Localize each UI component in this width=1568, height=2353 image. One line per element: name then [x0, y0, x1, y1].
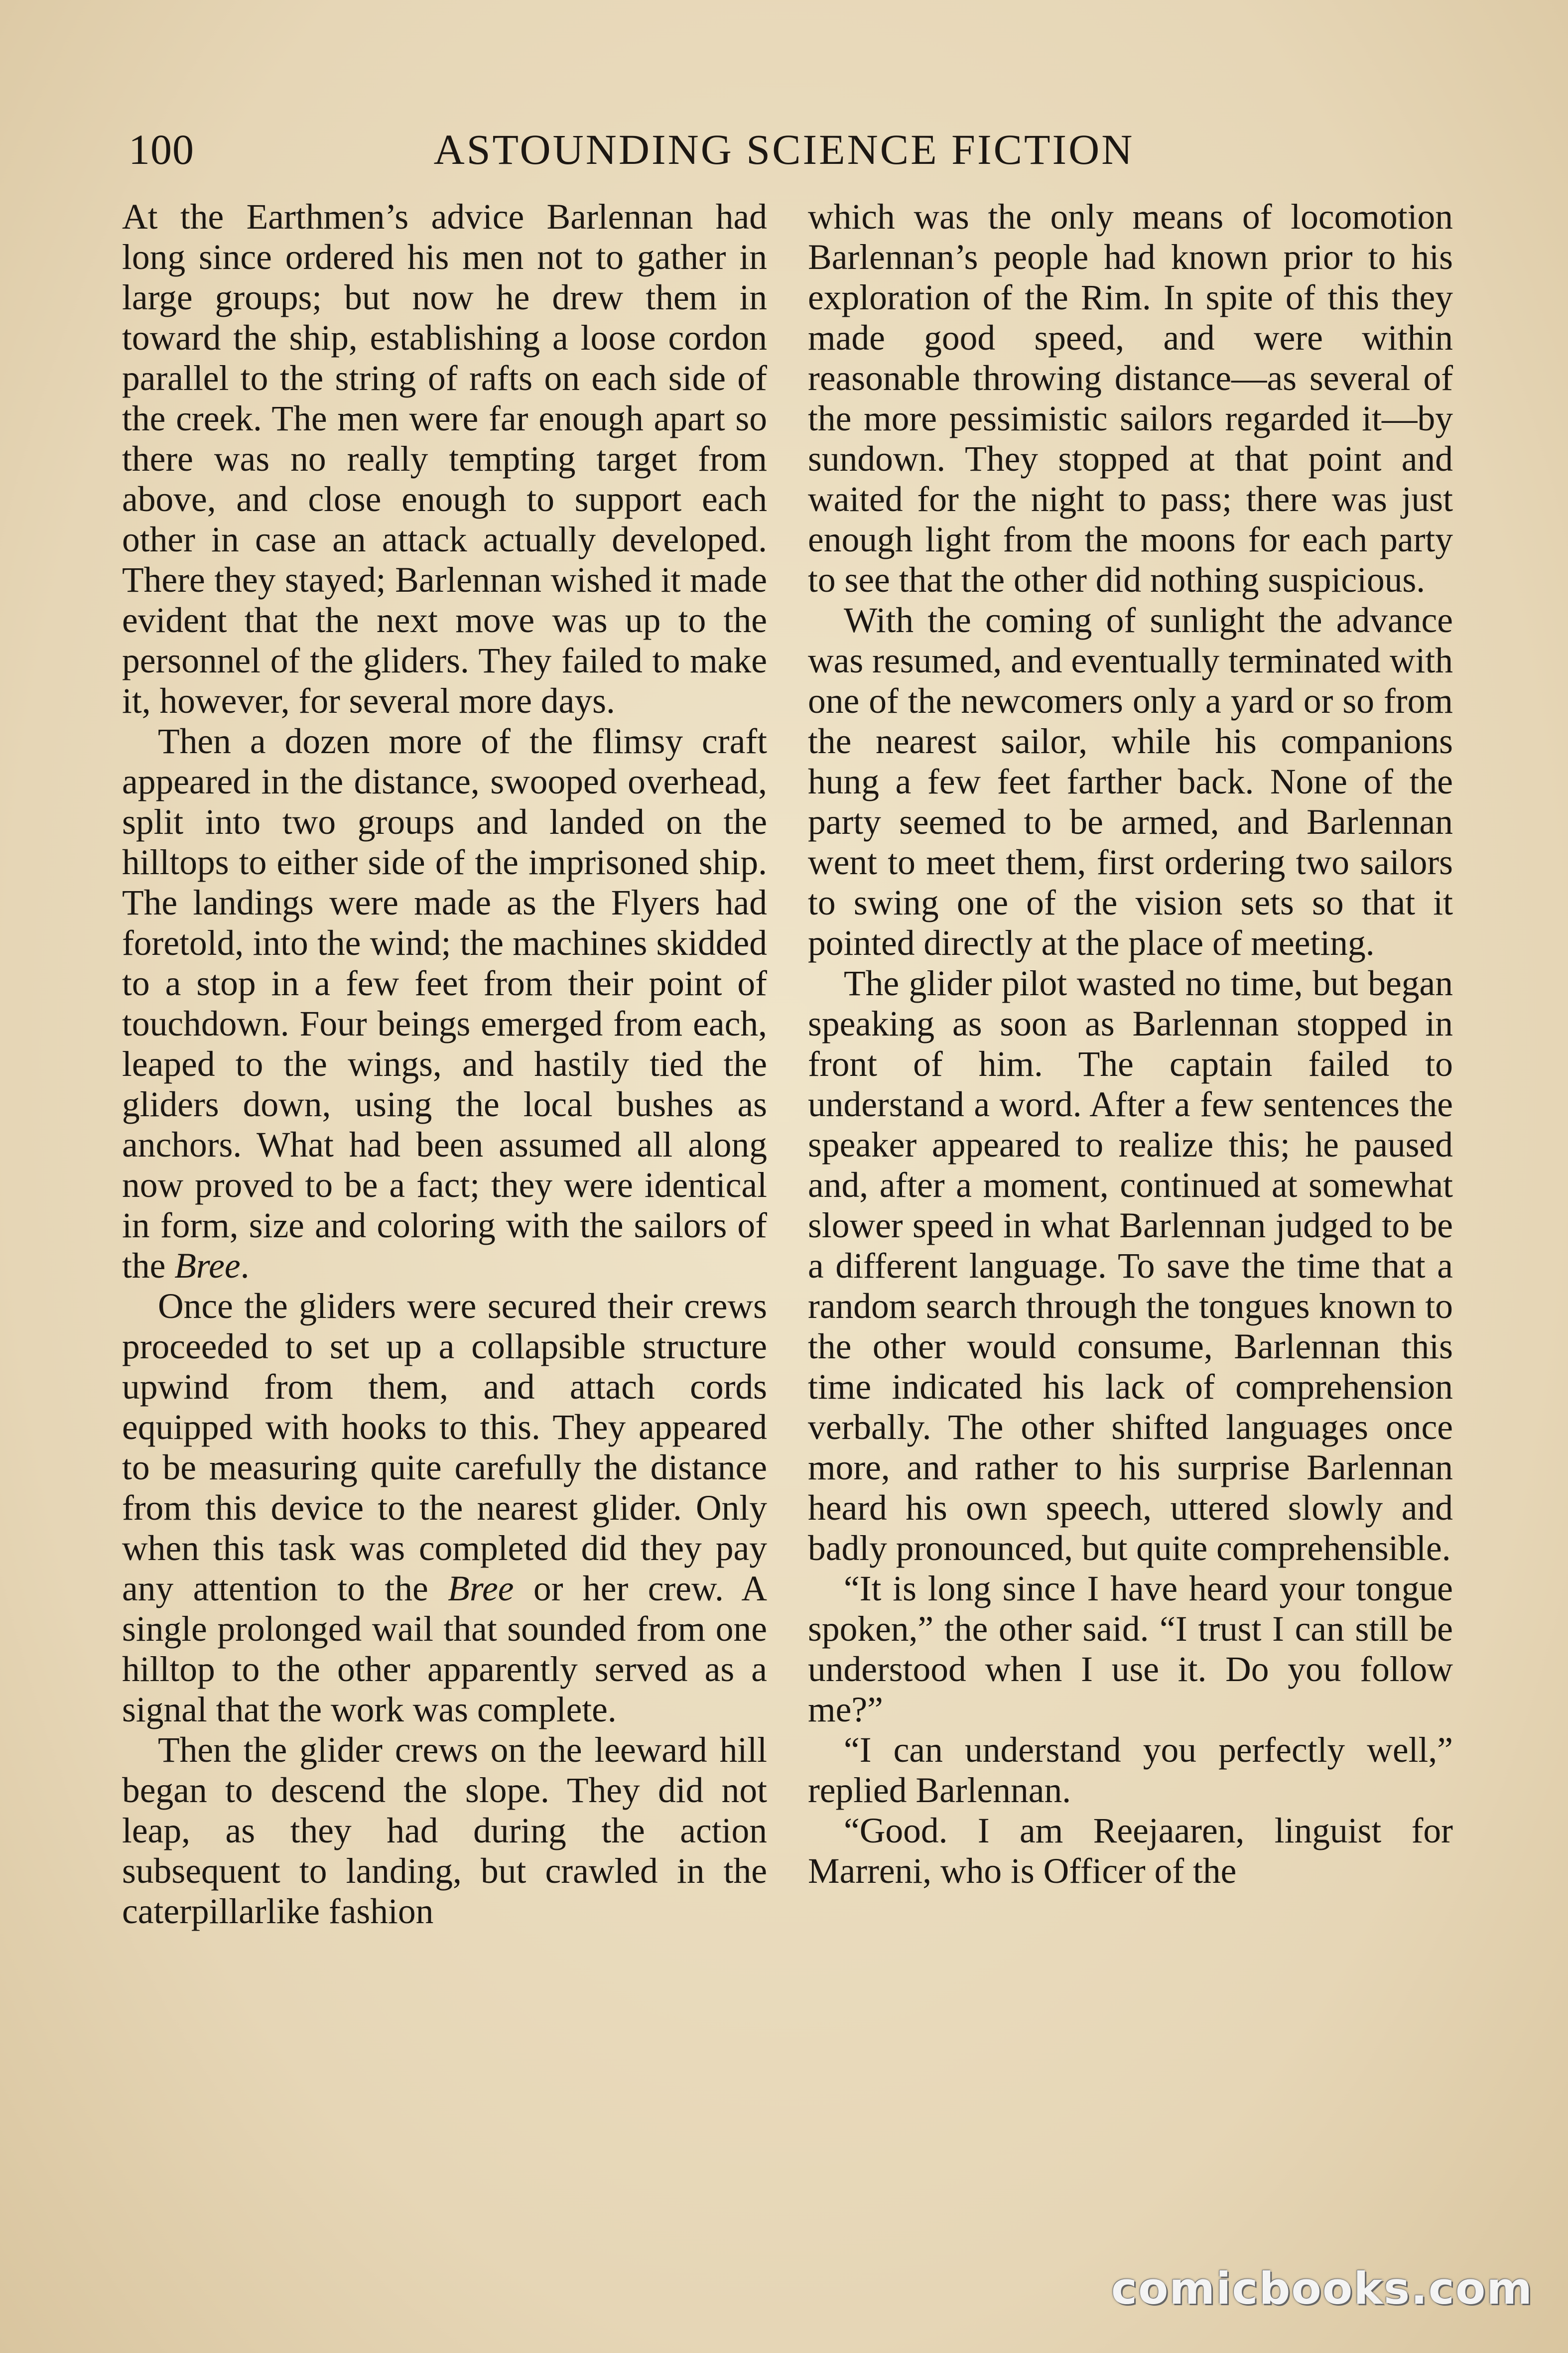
paragraph-text: Once the gliders were secured their crews proceeded to set up a collapsible structure upwind from them, and attach cords equipped with hooks to this. They appeared to be measuring quite carefully the distance from this device to the nearest glider. Only when this task was completed did they pay any attention to the: [122, 1287, 767, 1608]
paragraph: [122, 721, 767, 1286]
running-title: ASTOUNDING SCIENCE FICTION: [433, 126, 1135, 173]
paragraph-text: Then a dozen more of the flimsy craft appeared in the distance, swooped overhead, split into two groups and landed on the hilltops to either side of the imprisoned ship. The landings were made as the Flyers had foretold, into the wind; the machines skidded to a stop in a few feet from their point of touchdown. Four beings emerged from each, leaped to the wings, and hastily tied the gliders down, using the local bushes as anchors. What had been assumed all along now proved to be a fact; they were identical in form, size and coloring with the sailors of the: [122, 722, 767, 1286]
paragraph-text: .: [240, 1246, 250, 1286]
paragraph: “I can understand you perfectly well,” replied Barlennan.: [808, 1730, 1453, 1810]
ship-name: Bree: [448, 1569, 514, 1608]
watermark: comicbooks.com: [1111, 2263, 1533, 2314]
paragraph: The glider pilot wasted no time, but began speaking as soon as Barlennan stopped in front of him. The captain failed to understand a word. After a few sentences the speaker appeared to realize this; he paused and, after a moment, continued at somewhat slower speed in what Barlennan judged to be a different language. To save the time that a random search through the tongues known to the other would consume, Barlennan this time indicated his lack of comprehension verbally. The other shifted languages once more, and rather to his surprise Barlennan heard his own speech, uttered slowly and badly pronounced, but quite comprehensible.: [808, 964, 1453, 1568]
paragraph: Then the glider crews on the leeward hill began to descend the slope. They did not leap, as they had during the action subsequent to landing, but crawled in the caterpillarlike fashion: [122, 1730, 767, 1931]
paragraph: which was the only means of locomotion Barlennan’s people had known prior to his exploration of the Rim. In spite of this they made good speed, and were within reasonable throwing distance—as several of the more pessimistic sailors regarded it—by sundown. They stopped at that point and waited for the night to pass; there was just enough light from the moons for each party to see that the other did nothing suspicious.: [808, 197, 1453, 600]
paragraph: With the coming of sunlight the advance was resumed, and eventually terminated with one of the newcomers only a yard or so from the nearest sailor, while his companions hung a few feet farther back. None of the party seemed to be armed, and Barlennan went to meet them, first ordering two sailors to swing one of the vision sets so that it pointed directly at the place of meeting.: [808, 601, 1453, 963]
paragraph: “It is long since I have heard your tongue spoken,” the other said. “I trust I can still be understood when I use it. Do you follow me?”: [808, 1569, 1453, 1729]
left-column: [122, 197, 767, 1932]
right-column: [808, 197, 1453, 1891]
paragraph: [122, 1286, 767, 1730]
paragraph: “Good. I am Reejaaren, linguist for Marreni, who is Officer of the: [808, 1811, 1453, 1891]
paragraph: At the Earthmen’s advice Barlennan had long since ordered his men not to gather in large groups; but now he drew them in toward the ship, establishing a loose cordon parallel to the string of rafts on each side of the creek. The men were far enough apart so there was no really tempting target from above, and close enough to support each other in case an attack actually developed. There they stayed; Barlennan wished it made evident that the next move was up to the personnel of the gliders. They failed to make it, however, for several more days.: [122, 197, 767, 721]
paragraph-text: or her crew. A single prolonged wail that sounded from one hilltop to the other apparently served as a signal that the work was complete.: [122, 1569, 767, 1729]
ship-name: Bree: [174, 1246, 241, 1286]
page-number: 100: [129, 126, 194, 173]
